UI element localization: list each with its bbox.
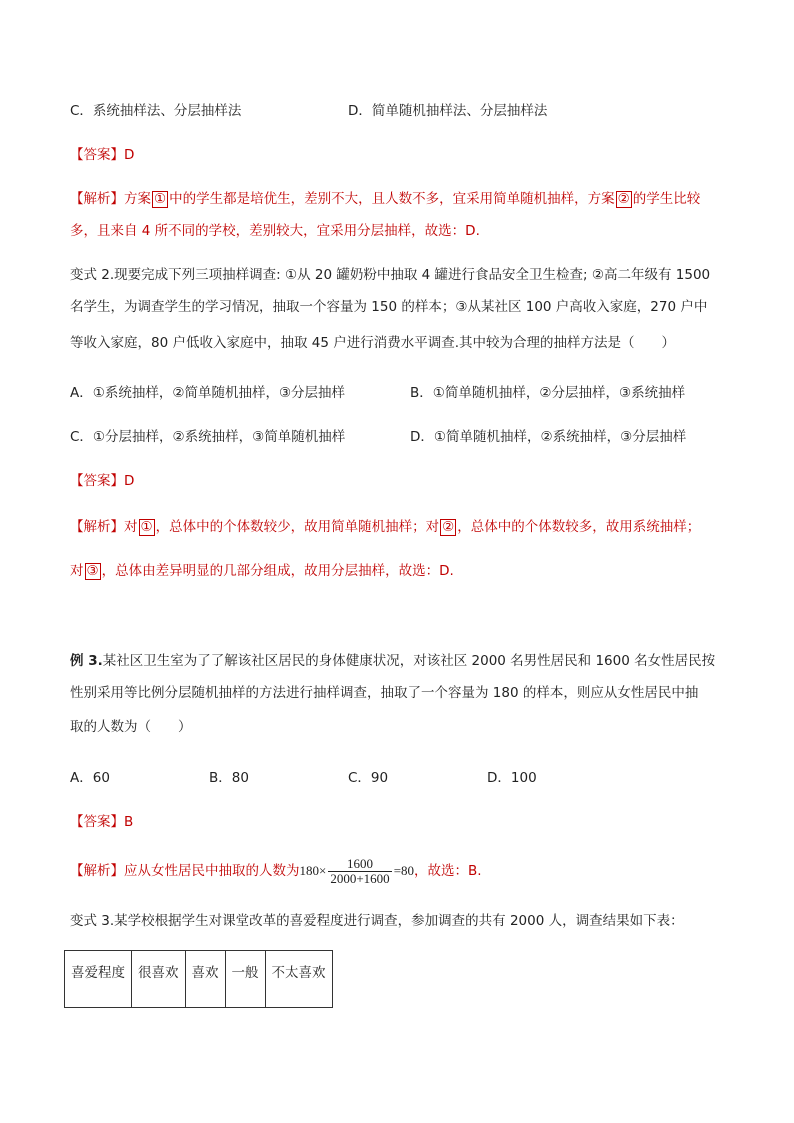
table-row bbox=[65, 951, 333, 1008]
answer-row bbox=[70, 146, 134, 164]
example3-text: 某社区卫生室为了了解该社区居民的身体健康状况，对该社区 2000 名男性居民和 1600 名女性居民按 bbox=[102, 653, 716, 669]
example3-option-c: C．90 bbox=[348, 770, 389, 786]
variant3-text: 某学校根据学生对课堂改革的喜爱程度进行调查，参加调查的共有 2000 人，调查结果如下表： bbox=[114, 913, 684, 929]
table-cell: 不太喜欢 bbox=[265, 951, 332, 1008]
analysis-label: 【解析】 bbox=[70, 191, 124, 207]
option-c: C．系统抽样法、分层抽样法 bbox=[70, 103, 242, 119]
circled-number: ② bbox=[442, 519, 455, 535]
answer-label: 【答案】 bbox=[70, 814, 124, 830]
answer-label: 【答案】 bbox=[70, 147, 124, 163]
example3-line-3: 取的人数为（ ） bbox=[70, 719, 192, 735]
answer-value: D bbox=[124, 147, 135, 163]
table-cell: 喜欢 bbox=[185, 951, 225, 1008]
circled-number: ① bbox=[140, 519, 153, 535]
option-d: D．简单随机抽样法、分层抽样法 bbox=[348, 103, 548, 119]
variant2-line-1 bbox=[70, 266, 710, 284]
variant2-option-a: A．①系统抽样，②简单随机抽样，③分层抽样 bbox=[70, 385, 346, 401]
answer-value: D bbox=[124, 473, 135, 489]
answer-value: B bbox=[124, 814, 134, 830]
analysis-text: ，总体中的个体数较多，故用系统抽样； bbox=[457, 519, 701, 535]
variant2-option-b: B．①简单随机抽样，②分层抽样，③系统抽样 bbox=[410, 385, 686, 401]
analysis-label: 【解析】 bbox=[70, 519, 124, 535]
circled-number: ① bbox=[154, 191, 167, 207]
analysis-end: ，故选：B. bbox=[414, 863, 482, 879]
analysis-line-2: 多，且来自 4 所不同的学校，差别较大，宜采用分层抽样，故选：D. bbox=[70, 223, 480, 239]
example3-line-2: 性别采用等比例分层随机抽样的方法进行抽样调查，抽取了一个容量为 180 的样本，则应从女性居民中抽 bbox=[70, 685, 699, 701]
example3-analysis bbox=[70, 852, 482, 890]
analysis-text: ，总体由差异明显的几部分组成，故用分层抽样，故选：D. bbox=[101, 563, 454, 579]
variant3-line bbox=[70, 912, 684, 930]
example3-option-a: A．60 bbox=[70, 770, 110, 786]
analysis-text: 对 bbox=[124, 519, 138, 535]
variant2-text: 现要完成下列三项抽样调查: ①从 20 罐奶粉中抽取 4 罐进行食品安全卫生检查; ②高二年级有 1500 bbox=[114, 267, 711, 283]
formula-fraction bbox=[328, 857, 391, 886]
analysis-text: 的学生比较 bbox=[632, 191, 701, 207]
survey-table bbox=[64, 950, 333, 1008]
variant2-label: 变式 2. bbox=[70, 267, 115, 283]
fraction-denominator: 2000+1600 bbox=[330, 870, 390, 886]
analysis-text: 对 bbox=[70, 563, 84, 579]
analysis-text: 中的学生都是培优生，差别不大，且人数不多，宜采用简单随机抽样，方案 bbox=[169, 191, 615, 207]
variant2-line-2: 名学生，为调查学生的学习情况，抽取一个容量为 150 的样本；③从某社区 100 户高收入家庭，270 户中 bbox=[70, 299, 708, 315]
example3-line-1 bbox=[70, 652, 715, 670]
formula-right: =80 bbox=[393, 863, 415, 878]
table-cell: 喜爱程度 bbox=[65, 951, 132, 1008]
analysis-text: 方案 bbox=[124, 191, 151, 207]
example3-answer-row bbox=[70, 813, 133, 831]
variant3-label: 变式 3. bbox=[70, 913, 115, 929]
analysis-text: 应从女性居民中抽取的人数为 bbox=[124, 863, 300, 879]
circled-number: ② bbox=[617, 191, 630, 207]
example3-label: 例 3. bbox=[70, 653, 103, 669]
table-cell: 一般 bbox=[225, 951, 265, 1008]
variant2-analysis-line-2 bbox=[70, 562, 454, 580]
answer-label: 【答案】 bbox=[70, 473, 124, 489]
formula-left: 180× bbox=[299, 863, 327, 878]
circled-number: ③ bbox=[86, 563, 99, 579]
variant2-option-c: C．①分层抽样，②系统抽样，③简单随机抽样 bbox=[70, 429, 346, 445]
example3-option-d: D．100 bbox=[487, 770, 537, 786]
variant2-analysis-line-1 bbox=[70, 518, 700, 536]
example3-option-b: B．80 bbox=[209, 770, 249, 786]
analysis-label: 【解析】 bbox=[70, 863, 124, 879]
analysis-line-1 bbox=[70, 190, 700, 208]
variant2-line-3: 等收入家庭，80 户低收入家庭中，抽取 45 户进行消费水平调查.其中较为合理的抽样方法是（ ） bbox=[70, 335, 676, 351]
table-cell: 很喜欢 bbox=[132, 951, 186, 1008]
variant2-answer-row bbox=[70, 472, 134, 490]
fraction-numerator: 1600 bbox=[328, 857, 391, 872]
analysis-text: ，总体中的个体数较少，故用简单随机抽样；对 bbox=[155, 519, 440, 535]
variant2-option-d: D．①简单随机抽样，②系统抽样，③分层抽样 bbox=[410, 429, 687, 445]
